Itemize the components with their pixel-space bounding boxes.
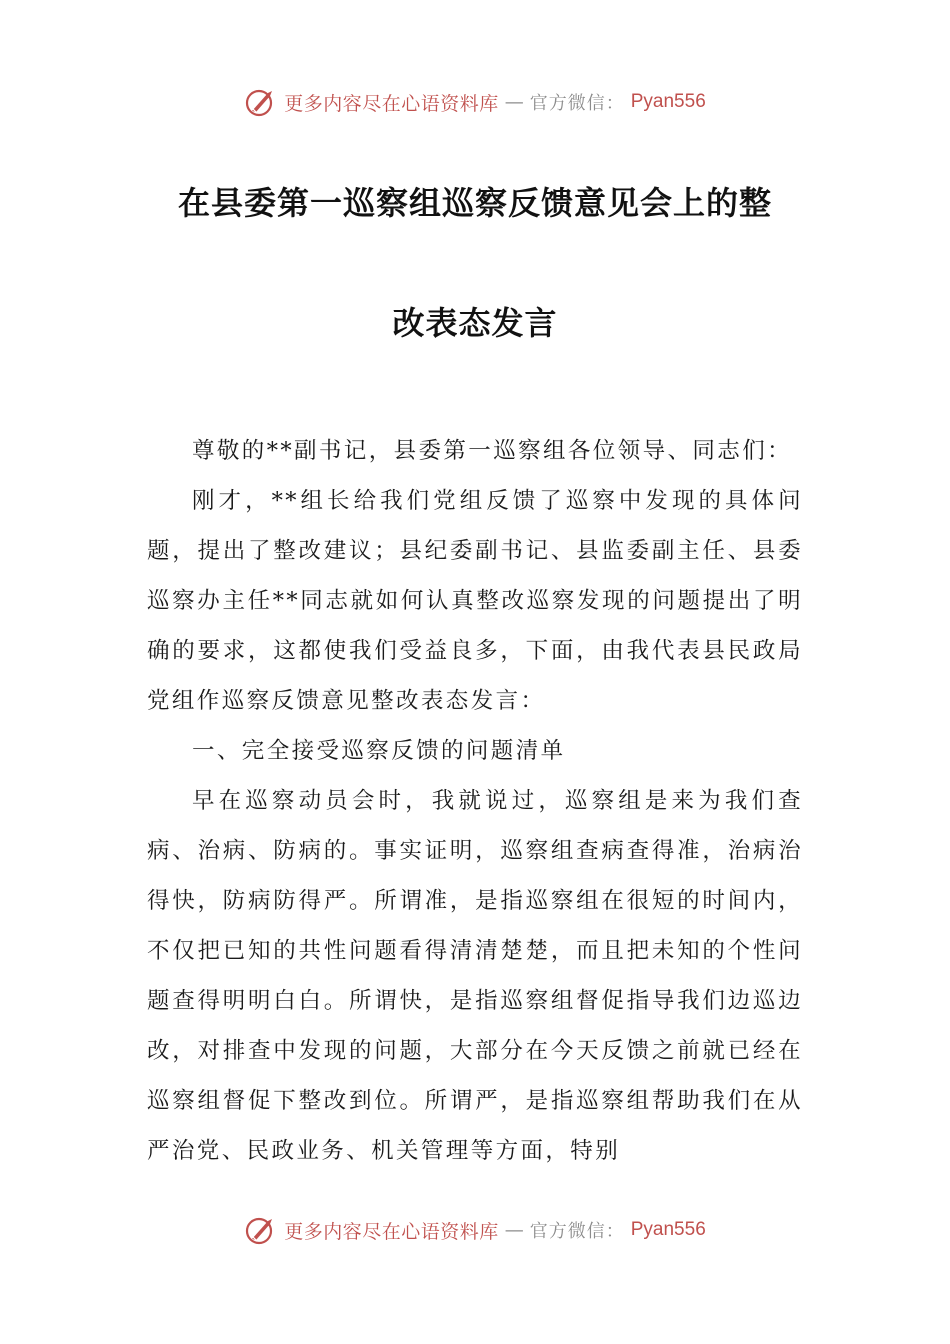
banner-dash: — bbox=[504, 91, 524, 113]
document-title-line-2: 改表态发言 bbox=[392, 304, 558, 342]
banner-wechat-label: 官方微信： bbox=[529, 1221, 625, 1242]
section-heading: 一、完全接受巡察反馈的问题清单 bbox=[192, 738, 566, 764]
banner-dash: — bbox=[504, 1219, 524, 1241]
intro-paragraph: 刚才，**组长给我们党组反馈了巡察中发现的具体问题，提出了整改建议；县纪委副书记、县监委副主任、县委巡察办主任**同志就如何认真整改巡察发现的问题提出了明确的要求，这都使我们受益良多，下面，由我代表县民政局党组作巡察反馈意见整改表态发言： bbox=[147, 488, 803, 714]
banner-site-name: 更多内容尽在心语资料库 bbox=[284, 1220, 499, 1243]
quill-logo-icon bbox=[244, 1213, 278, 1247]
banner-site-name: 更多内容尽在心语资料库 bbox=[284, 92, 499, 115]
body-paragraph: 早在巡察动员会时，我就说过，巡察组是来为我们查病、治病、防病的。事实证明，巡察组查病查得准，治病治得快，防病防得严。所谓准，是指巡察组在很短的时间内，不仅把已知的共性问题看得清清楚楚，而且把未知的个性问题查得明明白白。所谓快，是指巡察组督促指导我们边巡边改，对排查中发现的问题，大部分在今天反馈之前就已经在巡察组督促下整改到位。所谓严，是指巡察组帮助我们在从严治党、民政业务、机关管理等方面，特别 bbox=[147, 788, 803, 1164]
banner-wechat-label: 官方微信： bbox=[529, 93, 625, 114]
header-watermark-banner bbox=[0, 82, 950, 122]
banner-wechat-id: Pyan556 bbox=[630, 91, 706, 112]
footer-watermark-banner bbox=[0, 1210, 950, 1250]
document-body bbox=[147, 426, 803, 1176]
salutation-paragraph: 尊敬的**副书记，县委第一巡察组各位领导、同志们： bbox=[192, 438, 793, 464]
document-title-line-1: 在县委第一巡察组巡察反馈意见会上的整 bbox=[177, 184, 772, 222]
banner-wechat-id: Pyan556 bbox=[630, 1219, 706, 1240]
quill-logo-icon bbox=[244, 85, 278, 119]
